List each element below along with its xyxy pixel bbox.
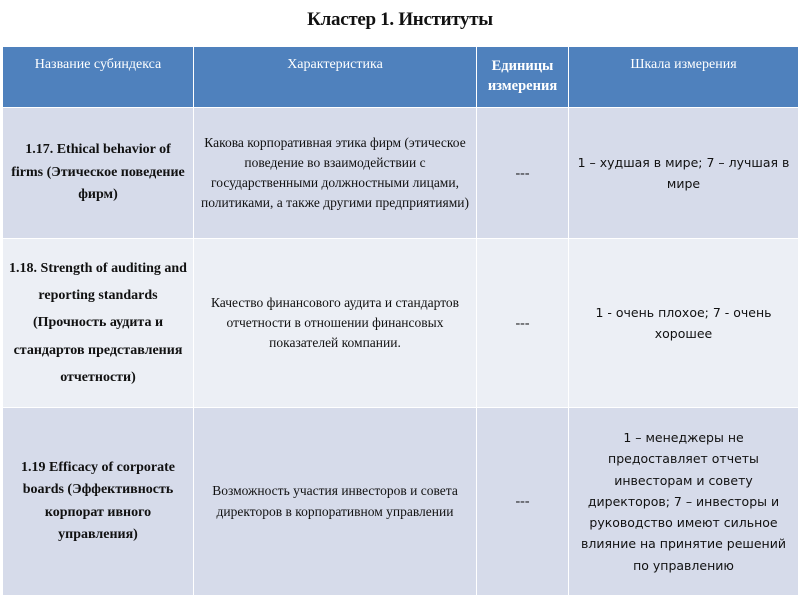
- cell-characteristic: Качество финансового аудита и стандартов отчетности в отношении финансовых показателей компании.: [194, 239, 477, 408]
- header-units: Единицы измерения: [477, 47, 569, 108]
- cell-units: ---: [477, 408, 569, 596]
- header-name: Название субиндекса: [3, 47, 194, 108]
- table-row: [3, 108, 799, 239]
- table-row: [3, 239, 799, 408]
- table-row: [3, 408, 799, 596]
- cell-characteristic: Возможность участия инвесторов и совета директоров в корпоративном управлении: [194, 408, 477, 596]
- cell-units: ---: [477, 239, 569, 408]
- cell-units: ---: [477, 108, 569, 239]
- cell-scale: 1 – менеджеры не предоставляет отчеты инвесторам и совету директоров; 7 – инвесторы и руководство имеют сильное влияние на принятие решений по управлению: [569, 408, 799, 596]
- page-title: Кластер 1. Институты: [307, 9, 493, 30]
- cell-name: 1.18. Strength of auditing and reporting standards (Прочность аудита и стандартов представления отчетности): [3, 239, 194, 408]
- header-characteristic: Характеристика: [194, 47, 477, 108]
- cell-scale: 1 - очень плохое; 7 - очень хорошее: [569, 239, 799, 408]
- cell-characteristic: Какова корпоративная этика фирм (этическое поведение во взаимодействии с государственными должностными лицами, политиками, а также другими предприятиями): [194, 108, 477, 239]
- cell-name: 1.17. Ethical behavior of firms (Этическое поведение фирм): [3, 108, 194, 239]
- subindex-table: [2, 46, 799, 596]
- cell-scale: 1 – худшая в мире; 7 – лучшая в мире: [569, 108, 799, 239]
- header-scale: Шкала измерения: [569, 47, 799, 108]
- cell-name: 1.19 Efficacy of corporate boards (Эффективность корпорат ивного управления): [3, 408, 194, 596]
- table-header-row: [3, 47, 799, 108]
